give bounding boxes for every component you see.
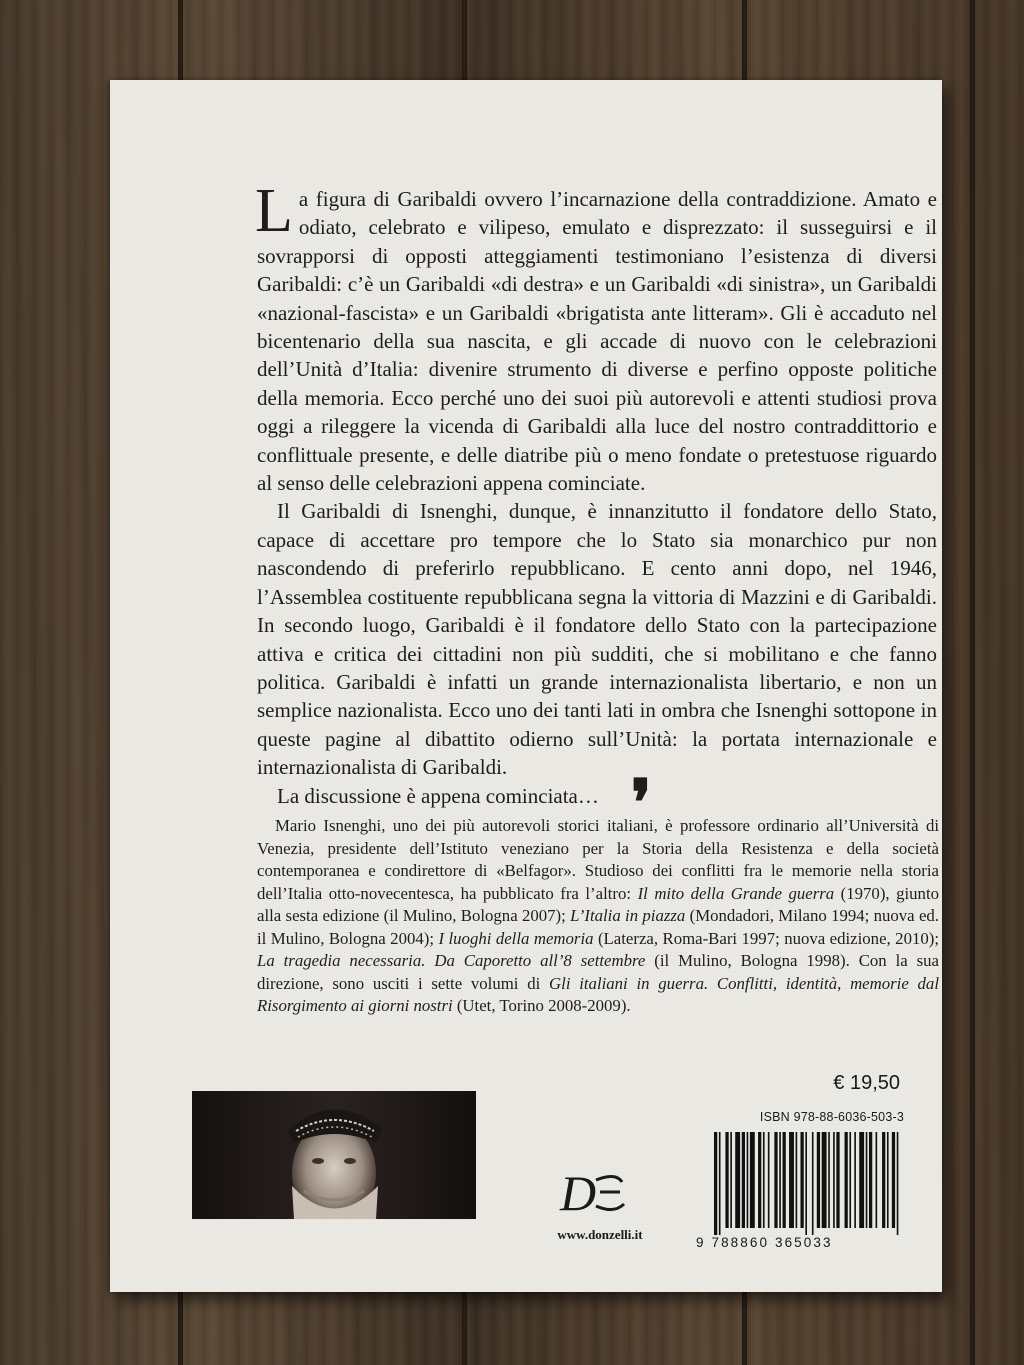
garibaldi-portrait <box>192 1091 476 1219</box>
closing-line: La discussione è appena cominciata… <box>277 783 599 808</box>
barcode-bar <box>876 1132 878 1228</box>
barcode-bar <box>768 1132 770 1228</box>
barcode-bar <box>796 1132 798 1228</box>
barcode-bar <box>859 1132 864 1228</box>
bio-text: (Utet, Torino 2008-2009). <box>452 996 631 1015</box>
barcode-bar <box>812 1132 814 1235</box>
donzelli-logo-icon <box>556 1162 630 1224</box>
barcode-bar <box>735 1132 740 1228</box>
blurb-paragraph-2: Il Garibaldi di Isnenghi, dunque, è innanzitutto il fondatore dello Stato, capace di accettare pro tempore che lo Stato sia monarchico pur non nascondendo di preferirlo repubblicano. E cento anni dopo, nel 1946, l’Assemblea costituente repubblicana segna la vittoria di Mazzini e di Garibaldi. In secondo luogo, Garibaldi è il fondatore dello Stato con la partecipazione attiva e critica dei cittadini non più sudditi, che si mobilitano e che fanno politica. Garibaldi è infatti un grande internazionalista libertario, e non un semplice nazionalista. Ecco uno dei tanti lati in ombra che Isnenghi sottopone in queste pagine al dibattito odierno sull’Unità: la portata internazionale e internazionalista di Garibaldi. <box>257 499 937 780</box>
barcode-bar <box>805 1132 807 1235</box>
barcode-bar <box>892 1132 895 1228</box>
barcode-bar <box>822 1132 827 1228</box>
quote-mark-icon: ❜ <box>630 767 652 839</box>
barcode-bar <box>730 1132 732 1228</box>
book-back-cover <box>110 80 942 1292</box>
barcode-bar <box>774 1132 777 1228</box>
barcode-bar <box>783 1132 786 1228</box>
barcode-bar <box>817 1132 820 1228</box>
barcode-bar <box>845 1132 848 1228</box>
barcode-bar <box>750 1132 755 1228</box>
barcode-bar <box>779 1132 781 1228</box>
barcode-digits: 9 788860 365033 <box>696 1235 833 1250</box>
barcode-bar <box>800 1132 803 1228</box>
bio-text: Mario Isnenghi, uno dei più autorevoli storici italiani, è professore ordinario all’Università di Venezia, presidente dell’Istituto veneziano per la Storia della Resistenza e della società contemporanea e condirettore di «Belfagor». Studioso dei conflitti fra le memorie nella storia dell’Italia otto-novecentesca, ha pubblicato fra l’altro: <box>257 816 939 903</box>
price-label: € 19,50 <box>833 1072 900 1094</box>
barcode-bar <box>763 1132 765 1228</box>
barcode-bar <box>758 1132 761 1228</box>
barcode-bar <box>833 1132 835 1228</box>
barcode-bar <box>828 1132 830 1228</box>
blurb-paragraph-1: a figura di Garibaldi ovvero l’incarnazione della contraddizione. Amato e odiato, celebrato e vilipeso, emulato e disprezzato: il susseguirsi e il sovrapporsi di opposti atteggiamenti testimoniano l’esistenza di diversi Garibaldi: c’è un Garibaldi «di destra» e un Garibaldi «di sinistra», un Garibaldi «nazional-fascista» e un Garibaldi «brigatista ante litteram». Gli è accaduto nel bicentenario della sua nascita, e gli accade di nuovo con le celebrazioni dell’Unità d’Italia: divenire strumento di diverse e perfino opposte politiche della memoria. Ecco perché uno dei suoi più autorevoli e attenti studiosi prova oggi a rileggere la vicenda di Garibaldi alla luce del nostro contraddittorio e conflittuale presente, e delle diatribe più o meno fondate o pretestuose riguardo al senso delle celebrazioni appena cominciate. <box>257 187 937 496</box>
wood-plank-gap <box>970 0 975 1365</box>
barcode-bar <box>714 1132 717 1235</box>
book-title: L’Italia in piazza <box>570 906 686 925</box>
bio-text: (il Mulino, Bologna 1998). Con la sua direzione, sono usciti i sette volumi di <box>257 951 939 993</box>
book-title: Gli italiani in guerra. Conflitti, identità, memorie dal Risorgimento ai giorni nostri <box>257 973 939 1015</box>
blurb-paragraph-3 <box>257 767 937 839</box>
barcode-bar <box>719 1132 721 1235</box>
book-title: La tragedia necessaria. Da Caporetto all’8 settembre <box>257 951 646 970</box>
bio-text: (1970), giunto alla sesta edizione (il Mulino, Bologna 2007); <box>257 883 940 925</box>
book-title: I luoghi della memoria <box>438 928 594 948</box>
drop-cap: L <box>255 177 293 245</box>
barcode-bar <box>789 1132 794 1228</box>
portrait-icon <box>192 1091 476 1219</box>
blurb-text <box>255 177 937 839</box>
barcode-bar <box>747 1132 749 1228</box>
book-title: Il mito della Grande guerra <box>637 883 835 903</box>
author-bio <box>257 815 939 1018</box>
bio-text: (Laterza, Roma-Bari 1997; nuova edizione, 2010); <box>593 928 939 948</box>
barcode-bar <box>849 1132 851 1228</box>
barcode-icon <box>712 1132 902 1235</box>
barcode-bar <box>725 1132 728 1228</box>
bio-text: (Mondadori, Milano 1994; nuova ed. il Mulino, Bologna 2004); <box>257 906 939 948</box>
barcode-bar <box>882 1132 885 1228</box>
barcode-bar <box>836 1132 839 1228</box>
barcode-bar <box>897 1132 899 1235</box>
publisher-website: www.donzelli.it <box>557 1227 643 1242</box>
svg-text:D: D <box>560 1165 597 1221</box>
barcode-bar <box>866 1132 868 1228</box>
barcode-bar <box>887 1132 889 1228</box>
barcode-bar <box>869 1132 872 1228</box>
barcode-bar <box>854 1132 856 1228</box>
isbn-label: ISBN 978-88-6036-503-3 <box>759 1110 904 1124</box>
barcode-bar <box>742 1132 745 1228</box>
